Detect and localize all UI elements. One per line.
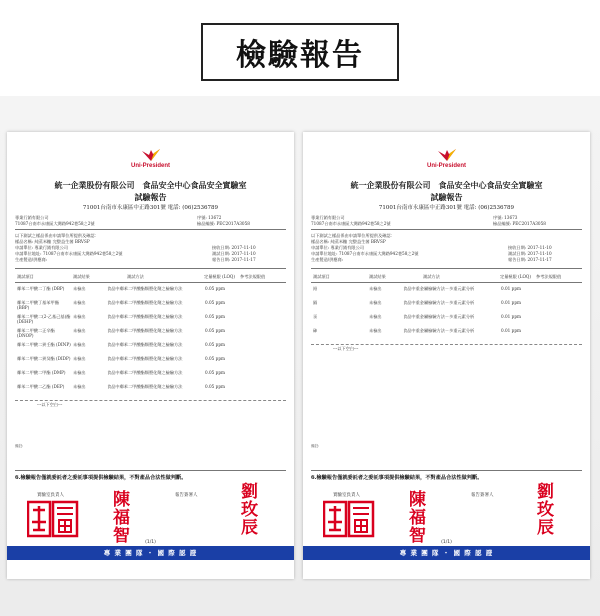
test-item: 鄰苯二甲酸二乙酯 (DEP): [17, 384, 65, 389]
table-row: [15, 356, 286, 370]
notes-rule: [311, 470, 582, 471]
manufacturer: 生產製造/供應商:: [311, 257, 344, 262]
disclaimer-text: 6.檢驗報告僅就委託者之委託事項提供檢驗結果，不對產品合法性做判斷。: [15, 475, 187, 481]
header-divider: [15, 229, 286, 230]
table-row: [15, 370, 286, 384]
header-divider: [311, 229, 582, 230]
sample-id: 檢品編號: PEC2017A3058: [493, 221, 546, 226]
page-number: (1/1): [145, 540, 156, 545]
sample-id: 檢品編號: PEC2017A3058: [197, 221, 250, 226]
test-item: 鄰苯二甲酸二甲酯 (DMP): [17, 370, 66, 375]
applicant: 申請單位: 專業行銷有限公司: [15, 245, 68, 250]
test-loq: 0.05 ppm: [205, 314, 225, 319]
test-date: 測試日期: 2017-11-10: [212, 251, 256, 256]
test-method: 食品中鄰苯二甲酸酯類塑化劑之檢驗方法: [107, 314, 183, 319]
table-top-rule: [15, 268, 286, 269]
test-method: 食品中重金屬檢驗方法－多重元素分析: [403, 286, 475, 291]
test-loq: 0.05 ppm: [205, 384, 225, 389]
test-method: 食品中鄰苯二甲酸酯類塑化劑之檢驗方法: [107, 286, 183, 291]
notes-rule: [15, 470, 286, 471]
test-item: 鄰苯二甲酸二異壬酯 (DINP): [17, 342, 71, 347]
column-header: 參考法規限值: [536, 274, 562, 279]
test-result: 未檢出: [73, 370, 86, 375]
test-result: 未檢出: [369, 286, 382, 291]
table-row: [15, 314, 286, 328]
test-method: 食品中鄰苯二甲酸酯類塑化劑之檢驗方法: [107, 328, 183, 333]
table-row: [15, 342, 286, 356]
table-header-rule: [15, 282, 286, 283]
column-header: 定量極限 (LOQ): [500, 274, 531, 279]
test-loq: 0.05 ppm: [205, 370, 225, 375]
report-subtitle: 試驗報告: [430, 192, 463, 202]
official-seal: [27, 500, 79, 540]
test-method: 食品中重金屬檢驗方法－多重元素分析: [403, 328, 475, 333]
report-document: [7, 132, 294, 579]
official-seal: [323, 500, 375, 540]
test-result: 未檢出: [73, 342, 86, 347]
serial-number: 序號: 13672: [197, 215, 222, 220]
sample-name: 樣品名稱: 純蒸米糠 完整益生菌 BRVSP: [15, 239, 90, 244]
signatory-signature: 劉玫辰: [237, 482, 257, 536]
test-result: 未檢出: [369, 314, 382, 319]
column-header: 測試項目: [17, 274, 34, 279]
certification-footer: 專 業 團 隊 ・ 國 際 認 證: [7, 546, 294, 560]
test-method: 食品中鄰苯二甲酸酯類塑化劑之檢驗方法: [107, 300, 183, 305]
test-loq: 0.01 ppm: [501, 314, 521, 319]
page-number: (1/1): [441, 540, 452, 545]
brand-logo-text: Uni-President: [426, 163, 466, 169]
uni-president-bird-icon: [140, 147, 162, 163]
uni-president-bird-icon: [436, 147, 458, 163]
table-end-rule: [15, 400, 286, 401]
column-header: 參考法規限值: [240, 274, 266, 279]
test-result: 未檢出: [73, 286, 86, 291]
report-date: 報告日期: 2017-11-17: [508, 257, 552, 262]
notes-label: 備註:: [15, 444, 24, 448]
lab-address: 71001台南市永康區中正路301號 電話: (06)2536789: [82, 205, 219, 211]
notes-label: 備註:: [311, 444, 320, 448]
test-method: 食品中鄰苯二甲酸酯類塑化劑之檢驗方法: [107, 370, 183, 375]
test-loq: 0.05 ppm: [205, 342, 225, 347]
sample-statement: 以下測試之樣品係由申請單位所提供及確認：: [15, 233, 99, 238]
received-date: 接收日期: 2017-11-10: [508, 245, 552, 250]
test-item: 鉛: [313, 286, 318, 291]
sample-name: 樣品名稱: 純蒸米糠 完整益生菌 BRVSP: [311, 239, 386, 244]
lab-address: 71001台南市永康區中正路301號 電話: (06)2536789: [378, 205, 515, 211]
test-loq: 0.05 ppm: [205, 328, 225, 333]
test-method: 食品中鄰苯二甲酸酯類塑化劑之檢驗方法: [107, 384, 183, 389]
banner-title: 檢驗報告: [236, 38, 364, 73]
test-result: 未檢出: [369, 300, 382, 305]
column-header: 測試方法: [127, 274, 144, 279]
lab-manager-label: 實驗室負責人: [333, 493, 360, 498]
brand-logo: [129, 147, 173, 169]
test-item: 鄰苯二甲酸二異癸酯 (DIDP): [17, 356, 71, 361]
applicant-address: 申請單位地址: 71087台南市永康區大灣路942巷58之2號: [15, 251, 123, 256]
test-loq: 0.01 ppm: [501, 286, 521, 291]
table-row: [15, 300, 286, 314]
test-loq: 0.01 ppm: [501, 300, 521, 305]
certification-footer: 專 業 團 隊 ・ 國 際 認 證: [303, 546, 590, 560]
table-row: [15, 328, 286, 342]
table-end-rule: [311, 344, 582, 345]
table-row: [311, 286, 582, 300]
test-item: 鎘: [313, 300, 318, 305]
red-seal-icon: [27, 500, 79, 540]
test-item: 鄰苯二甲酸丁基苯甲酯 (BBP): [17, 300, 59, 310]
sample-statement: 以下測試之樣品係由申請單位所提供及確認：: [311, 233, 395, 238]
report-lab-title: 統一企業股份有限公司 食品安全中心食品安全實驗室: [350, 180, 543, 190]
column-header: 測試項目: [313, 274, 330, 279]
signatory-label: 報告簽署人: [175, 493, 198, 498]
received-date: 接收日期: 2017-11-10: [212, 245, 256, 250]
test-date: 測試日期: 2017-11-10: [508, 251, 552, 256]
report-document: [303, 132, 590, 579]
client-name: 專業行銷有限公司: [311, 215, 345, 220]
test-loq: 0.05 ppm: [205, 286, 225, 291]
signatory-label: 報告簽署人: [471, 493, 494, 498]
column-header: 測試結果: [73, 274, 90, 279]
test-result: 未檢出: [73, 328, 86, 333]
test-item: 鄰苯二甲酸二(2-乙基己基)酯 (DEHP): [17, 314, 71, 324]
lab-manager-signature: 陳福智: [405, 490, 425, 544]
end-of-table-mark: ---以下空白---: [37, 402, 63, 407]
test-loq: 0.05 ppm: [205, 356, 225, 361]
client-address: 71087台南市永康區大灣路942巷58之2號: [15, 221, 95, 226]
client-address: 71087台南市永康區大灣路942巷58之2號: [311, 221, 391, 226]
table-row: [311, 328, 582, 342]
report-subtitle: 試驗報告: [134, 192, 167, 202]
brand-logo-text: Uni-President: [130, 163, 170, 169]
test-loq: 0.01 ppm: [501, 328, 521, 333]
table-row: [311, 300, 582, 314]
test-method: 食品中重金屬檢驗方法－多重元素分析: [403, 314, 475, 319]
column-header: 定量極限 (LOQ): [204, 274, 235, 279]
report-lab-title: 統一企業股份有限公司 食品安全中心食品安全實驗室: [54, 180, 247, 190]
test-loq: 0.05 ppm: [205, 300, 225, 305]
test-item: 鄰苯二甲酸二正辛酯 (DNOP): [17, 328, 55, 338]
test-result: 未檢出: [73, 314, 86, 319]
table-top-rule: [311, 268, 582, 269]
applicant-address: 申請單位地址: 71087台南市永康區大灣路942巷58之2號: [311, 251, 419, 256]
test-result: 未檢出: [369, 328, 382, 333]
test-item: 鄰苯二甲酸二丁酯 (DBP): [17, 286, 65, 291]
test-item: 砷: [313, 328, 318, 333]
lab-manager-signature: 陳福智: [109, 490, 129, 544]
table-row: [15, 286, 286, 300]
lab-manager-label: 實驗室負責人: [37, 493, 64, 498]
signatory-signature: 劉玫辰: [533, 482, 553, 536]
test-method: 食品中鄰苯二甲酸酯類塑化劑之檢驗方法: [107, 356, 183, 361]
manufacturer: 生產製造/供應商:: [15, 257, 48, 262]
column-header: 測試方法: [423, 274, 440, 279]
brand-logo: [425, 147, 469, 169]
serial-number: 序號: 13673: [493, 215, 518, 220]
red-seal-icon: [323, 500, 375, 540]
client-name: 專業行銷有限公司: [15, 215, 49, 220]
applicant: 申請單位: 專業行銷有限公司: [311, 245, 364, 250]
test-item: 汞: [313, 314, 318, 319]
disclaimer-text: 6.檢驗報告僅就委託者之委託事項提供檢驗結果，不對產品合法性做判斷。: [311, 475, 483, 481]
test-result: 未檢出: [73, 384, 86, 389]
test-result: 未檢出: [73, 300, 86, 305]
table-row: [311, 314, 582, 328]
end-of-table-mark: ---以下空白---: [333, 346, 359, 351]
test-method: 食品中重金屬檢驗方法－多重元素分析: [403, 300, 475, 305]
page-banner: [201, 23, 399, 81]
test-method: 食品中鄰苯二甲酸酯類塑化劑之檢驗方法: [107, 342, 183, 347]
column-header: 測試結果: [369, 274, 386, 279]
table-row: [15, 384, 286, 398]
report-date: 報告日期: 2017-11-17: [212, 257, 256, 262]
test-result: 未檢出: [73, 356, 86, 361]
table-header-rule: [311, 282, 582, 283]
